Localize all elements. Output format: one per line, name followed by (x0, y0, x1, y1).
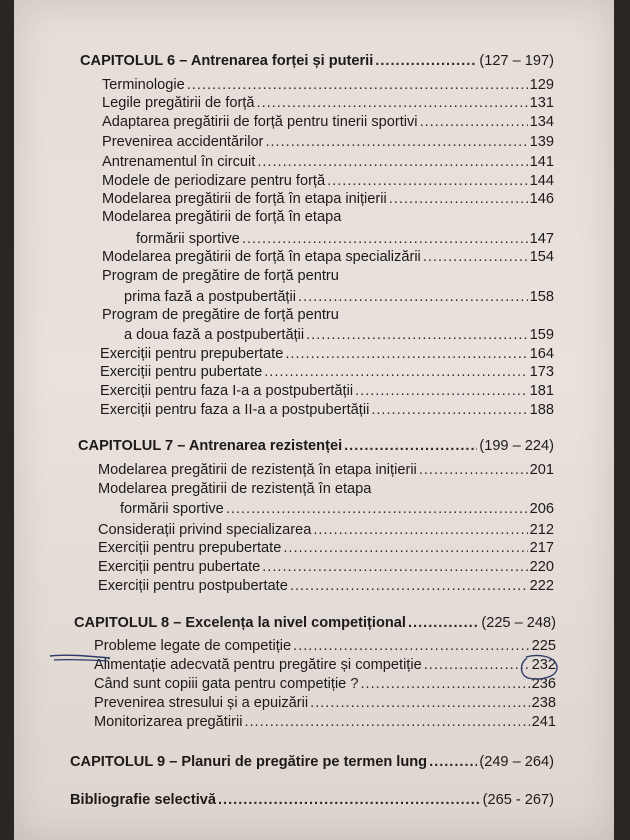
entry-title: Modelarea pregătirii de forță în etapa specializării (102, 249, 421, 265)
dot-leader (306, 326, 528, 344)
entry-title: a doua fază a postpubertății (124, 327, 305, 343)
entry-page-number: 206 (529, 501, 554, 517)
toc-entry (102, 133, 554, 151)
entry-title-first-line: Modelarea pregătirii de forță în etapa (102, 209, 342, 225)
entry-title: Exerciții pentru pubertate (100, 364, 263, 380)
dot-leader (226, 500, 528, 518)
dot-leader (283, 539, 527, 557)
dot-leader (257, 153, 527, 171)
toc-entry (94, 675, 556, 693)
entry-title: formării sportive (136, 231, 240, 247)
entry-title: Modele de periodizare pentru forță (102, 173, 326, 189)
entry-page-number: 236 (531, 676, 556, 692)
chapter-page-range: (127 – 197) (479, 53, 554, 69)
toc-chapter-heading (70, 791, 554, 809)
entry-title: prima fază a postpubertății (124, 289, 296, 305)
toc-chapter-heading (78, 437, 554, 455)
entry-page-number: 134 (529, 114, 554, 130)
dot-leader (285, 345, 527, 363)
entry-page-number: 164 (529, 346, 554, 362)
table-of-contents (14, 0, 614, 840)
chapter-title: CAPITOLUL 9 – Planuri de pregătire pe termen lung (70, 754, 428, 770)
toc-entry (124, 288, 554, 306)
toc-entry (100, 345, 554, 363)
entry-page-number: 131 (529, 95, 554, 111)
entry-title: Exerciții pentru prepubertate (100, 346, 284, 362)
entry-title: Prevenirea stresului și a epuizării (94, 695, 309, 711)
entry-title: Modelarea pregătirii de forță în etapa inițierii (102, 191, 387, 207)
entry-page-number: 217 (529, 540, 554, 556)
dot-leader (262, 558, 527, 576)
entry-title: Legile pregătirii de forță (102, 95, 255, 111)
toc-entry (102, 153, 554, 171)
toc-entry (94, 637, 556, 655)
entry-title: Probleme legate de competiție (94, 638, 292, 654)
entry-title: Exerciții pentru faza a II-a a postpubertății (100, 402, 370, 418)
entry-title: Alimentație adecvată pentru pregătire și competiție (94, 657, 422, 673)
dot-leader (420, 113, 528, 131)
dot-leader (218, 791, 481, 809)
dot-leader (293, 637, 530, 655)
pen-underline-mark (48, 652, 112, 664)
toc-chapter-heading (74, 614, 556, 632)
entry-title: Adaptarea pregătirii de forță pentru tinerii sportivi (102, 114, 418, 130)
dot-leader (327, 172, 528, 190)
toc-entry (124, 326, 554, 344)
entry-page-number: 181 (529, 383, 554, 399)
toc-entry (102, 248, 554, 266)
toc-entry (94, 656, 556, 674)
toc-entry (100, 363, 554, 381)
dot-leader (310, 694, 530, 712)
toc-entry (100, 401, 554, 419)
entry-page-number: 238 (531, 695, 556, 711)
entry-title-first-line: Program de pregătire de forță pentru (102, 307, 339, 323)
chapter-page-range: (249 – 264) (479, 754, 554, 770)
entry-title: Când sunt copiii gata pentru competiție ? (94, 676, 359, 692)
dot-leader (355, 382, 528, 400)
entry-page-number: 154 (529, 249, 554, 265)
entry-title-first-line: Modelarea pregătirii de rezistență în etapa (98, 481, 372, 497)
entry-page-number: 173 (529, 364, 554, 380)
entry-page-number: 147 (529, 231, 554, 247)
entry-page-number: 188 (529, 402, 554, 418)
toc-entry (98, 521, 554, 539)
dot-leader (424, 656, 530, 674)
dot-leader (187, 76, 528, 94)
entry-title: Antrenamentul în circuit (102, 154, 256, 170)
entry-title: Terminologie (102, 77, 185, 93)
toc-entry (102, 76, 554, 94)
toc-entry (94, 713, 556, 731)
toc-entry (102, 190, 554, 208)
entry-page-number: 201 (529, 462, 554, 478)
toc-entry (94, 694, 556, 712)
entry-page-number: 222 (529, 578, 554, 594)
dot-leader (429, 753, 477, 771)
dot-leader (423, 248, 528, 266)
entry-title: Exerciții pentru postpubertate (98, 578, 288, 594)
dot-leader (290, 577, 528, 595)
entry-page-number: 232 (531, 657, 556, 673)
entry-page-number: 141 (529, 154, 554, 170)
toc-entry (98, 558, 554, 576)
entry-title: formării sportive (120, 501, 224, 517)
entry-page-number: 212 (529, 522, 554, 538)
dot-leader (375, 52, 477, 70)
chapter-page-range: (225 – 248) (481, 615, 556, 631)
dot-leader (298, 288, 528, 306)
chapter-title: CAPITOLUL 7 – Antrenarea rezistenței (78, 438, 343, 454)
dot-leader (264, 363, 527, 381)
chapter-title: Bibliografie selectivă (70, 792, 216, 808)
dot-leader (360, 675, 529, 693)
entry-title: Exerciții pentru pubertate (98, 559, 261, 575)
toc-entry (98, 539, 554, 557)
toc-entry (100, 382, 554, 400)
toc-entry (102, 113, 554, 131)
toc-entry (98, 461, 554, 479)
entry-title: Exerciții pentru prepubertate (98, 540, 282, 556)
dot-leader (242, 230, 528, 248)
entry-title-first-line: Program de pregătire de forță pentru (102, 268, 339, 284)
toc-entry (120, 500, 554, 518)
entry-page-number: 129 (529, 77, 554, 93)
entry-page-number: 225 (531, 638, 556, 654)
dot-leader (344, 437, 477, 455)
entry-title: Prevenirea accidentărilor (102, 134, 264, 150)
entry-page-number: 220 (529, 559, 554, 575)
entry-page-number: 241 (531, 714, 556, 730)
toc-entry (98, 577, 554, 595)
entry-title: Monitorizarea pregătirii (94, 714, 243, 730)
entry-title: Modelarea pregătirii de rezistență în etapa inițierii (98, 462, 417, 478)
pen-circle-mark (518, 652, 560, 682)
dot-leader (244, 713, 529, 731)
dot-leader (371, 401, 527, 419)
entry-title: Considerații privind specializarea (98, 522, 312, 538)
entry-page-number: 159 (529, 327, 554, 343)
toc-chapter-heading (80, 52, 554, 70)
toc-entry (102, 172, 554, 190)
entry-page-number: 139 (529, 134, 554, 150)
entry-page-number: 144 (529, 173, 554, 189)
entry-page-number: 146 (529, 191, 554, 207)
chapter-title: CAPITOLUL 8 – Excelența la nivel competițional (74, 615, 406, 631)
book-page (14, 0, 614, 840)
chapter-page-range: (199 – 224) (479, 438, 554, 454)
dot-leader (389, 190, 528, 208)
dot-leader (408, 614, 479, 632)
dot-leader (419, 461, 528, 479)
entry-page-number: 158 (529, 289, 554, 305)
toc-entry (136, 230, 554, 248)
chapter-page-range: (265 - 267) (482, 792, 554, 808)
chapter-title: CAPITOLUL 6 – Antrenarea forței și puterii (80, 53, 374, 69)
dot-leader (313, 521, 527, 539)
entry-title: Exerciții pentru faza I-a a postpubertății (100, 383, 354, 399)
toc-chapter-heading (70, 753, 554, 771)
toc-entry (102, 94, 554, 112)
dot-leader (257, 94, 528, 112)
dot-leader (265, 133, 527, 151)
